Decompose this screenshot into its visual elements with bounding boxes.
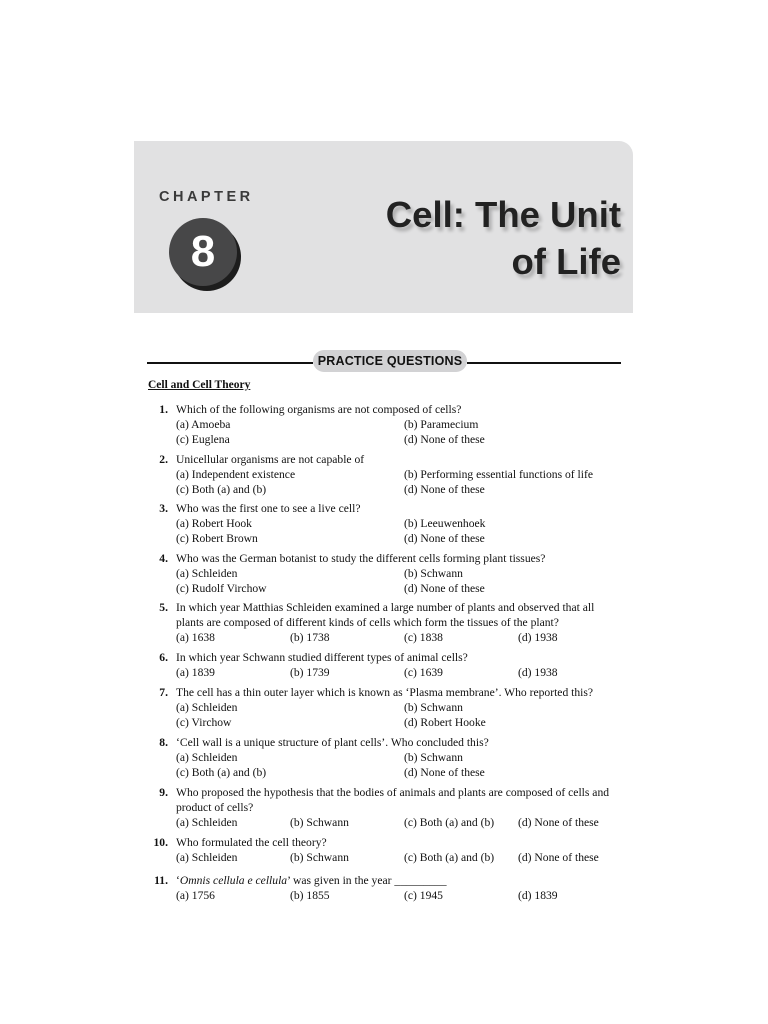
option-a: (a) 1638 xyxy=(176,631,215,644)
option-c: (c) Euglena xyxy=(176,433,230,446)
option-c: (c) 1945 xyxy=(404,889,443,902)
question-number: 7. xyxy=(159,686,168,699)
option-a: (a) Robert Hook xyxy=(176,517,252,530)
option-d: (d) None of these xyxy=(404,532,485,545)
question-text-line2: product of cells? xyxy=(176,801,254,814)
question-text-line1: Who proposed the hypothesis that the bodies of animals and plants are composed of cells and xyxy=(176,786,610,799)
option-d: (d) None of these xyxy=(404,766,485,779)
option-b: (b) Performing essential functions of life xyxy=(404,468,593,481)
section-title: Cell and Cell Theory xyxy=(148,379,251,391)
question-text-line1: In which year Matthias Schleiden examined a large number of plants and observed that all xyxy=(176,601,595,614)
question-text: Which of the following organisms are not composed of cells? xyxy=(176,403,462,416)
option-a: (a) 1839 xyxy=(176,666,215,679)
question-text: Who was the German botanist to study the different cells forming plant tissues? xyxy=(176,552,546,565)
option-c: (c) Virchow xyxy=(176,716,232,729)
question-number: 11. xyxy=(154,874,168,887)
heading-rule-left xyxy=(147,362,313,364)
option-d: (d) None of these xyxy=(404,483,485,496)
option-c: (c) Robert Brown xyxy=(176,532,258,545)
option-a: (a) Schleiden xyxy=(176,851,238,864)
option-d: (d) None of these xyxy=(404,582,485,595)
question-text-rest: ’ was given in the year _________ xyxy=(287,874,447,887)
question-text-line2: plants are composed of different kinds of cells which form the tissues of the plant? xyxy=(176,616,559,629)
option-b: (b) 1739 xyxy=(290,666,330,679)
question-number: 10. xyxy=(153,836,168,849)
question-text: In which year Schwann studied different types of animal cells? xyxy=(176,651,468,664)
option-a: (a) Schleiden xyxy=(176,816,238,829)
chapter-title-line2: of Life xyxy=(511,241,621,282)
option-c: (c) Both (a) and (b) xyxy=(176,766,267,779)
chapter-number-badge: 8 xyxy=(169,218,237,286)
question-number: 6. xyxy=(159,651,168,664)
heading-rule-right xyxy=(467,362,621,364)
option-d: (d) None of these xyxy=(404,433,485,446)
chapter-label: CHAPTER xyxy=(159,189,254,205)
latin-phrase: Omnis cellula e cellula xyxy=(179,874,288,887)
question-number: 5. xyxy=(159,601,168,614)
chapter-title xyxy=(386,191,621,285)
option-c: (c) 1639 xyxy=(404,666,443,679)
option-b: (b) Schwann xyxy=(404,701,463,714)
question-number: 2. xyxy=(159,453,168,466)
option-b: (b) Leeuwenhoek xyxy=(404,517,486,530)
chapter-banner xyxy=(134,141,633,313)
option-a: (a) Schleiden xyxy=(176,701,238,714)
question-text: Who was the first one to see a live cell? xyxy=(176,502,361,515)
option-a: (a) 1756 xyxy=(176,889,215,902)
question-text: Unicellular organisms are not capable of xyxy=(176,453,365,466)
option-d: (d) 1938 xyxy=(518,666,558,679)
question-text: ‘Cell wall is a unique structure of plant cells’. Who concluded this? xyxy=(176,736,489,749)
question-number: 9. xyxy=(159,786,168,799)
option-a: (a) Independent existence xyxy=(176,468,296,481)
option-b: (b) 1855 xyxy=(290,889,330,902)
question-text xyxy=(176,873,622,888)
option-b: (b) 1738 xyxy=(290,631,330,644)
question-number: 1. xyxy=(159,403,168,416)
question-number: 4. xyxy=(159,552,168,565)
option-b: (b) Paramecium xyxy=(404,418,479,431)
option-c: (c) Rudolf Virchow xyxy=(176,582,267,595)
option-c: (c) Both (a) and (b) xyxy=(404,816,495,829)
option-d: (d) 1839 xyxy=(518,889,558,902)
option-d: (d) Robert Hooke xyxy=(404,716,486,729)
option-a: (a) Schleiden xyxy=(176,567,238,580)
option-b: (b) Schwann xyxy=(404,751,463,764)
option-c: (c) Both (a) and (b) xyxy=(176,483,267,496)
option-d: (d) None of these xyxy=(518,851,599,864)
option-c: (c) Both (a) and (b) xyxy=(404,851,495,864)
question-text: The cell has a thin outer layer which is known as ‘Plasma membrane’. Who reported this? xyxy=(176,686,594,699)
chapter-title-line1: Cell: The Unit xyxy=(385,194,621,235)
option-a: (a) Schleiden xyxy=(176,751,238,764)
option-c: (c) 1838 xyxy=(404,631,443,644)
practice-questions-heading: PRACTICE QUESTIONS xyxy=(313,350,467,372)
option-d: (d) 1938 xyxy=(518,631,558,644)
option-a: (a) Amoeba xyxy=(176,418,231,431)
option-b: (b) Schwann xyxy=(290,816,349,829)
question-text: Who formulated the cell theory? xyxy=(176,836,327,849)
open-quote: ‘ xyxy=(176,874,180,887)
option-d: (d) None of these xyxy=(518,816,599,829)
option-b: (b) Schwann xyxy=(290,851,349,864)
question-number: 8. xyxy=(159,736,168,749)
question-number: 3. xyxy=(159,502,168,515)
option-b: (b) Schwann xyxy=(404,567,463,580)
